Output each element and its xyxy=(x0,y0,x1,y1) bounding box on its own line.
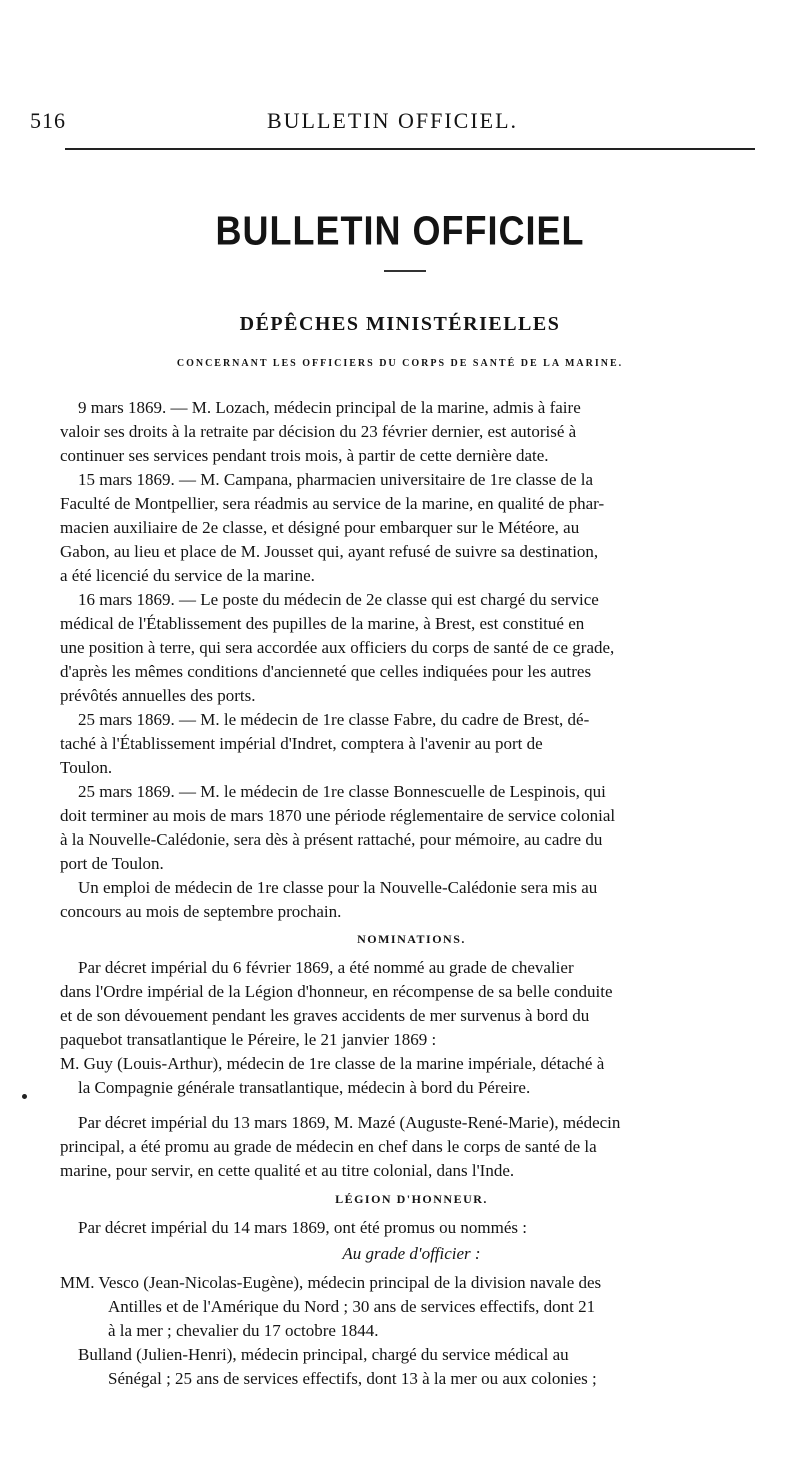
text-line: et de son dévouement pendant les graves accidents de mer survenus à bord du xyxy=(60,1006,590,1025)
text-line: à la Nouvelle-Calédonie, sera dès à présent rattaché, pour mémoire, au cadre du xyxy=(60,830,603,849)
text-line: médical de l'Établissement des pupilles de la marine, à Brest, est constitué en xyxy=(60,614,585,633)
text-line: la Compagnie générale transatlantique, médecin à bord du Péreire. xyxy=(78,1078,531,1097)
title-divider xyxy=(384,270,426,272)
running-header xyxy=(30,108,755,138)
text-line: prévôtés annuelles des ports. xyxy=(60,686,256,705)
text-line: 15 mars 1869. — M. Campana, pharmacien universitaire de 1re classe de la xyxy=(78,470,594,489)
text-line: macien auxiliaire de 2e classe, et désigné pour embarquer sur le Météore, au xyxy=(60,518,580,537)
text-line: marine, pour servir, en cette qualité et au titre colonial, dans l'Inde. xyxy=(60,1161,515,1180)
text-line: principal, a été promu au grade de médecin en chef dans le corps de santé de la xyxy=(60,1137,597,1156)
header-rule xyxy=(65,148,755,150)
running-title: BULLETIN OFFICIEL. xyxy=(266,108,519,133)
text-line: 25 mars 1869. — M. le médecin de 1re classe Fabre, du cadre de Brest, dé- xyxy=(78,710,590,729)
speck-mark xyxy=(22,1094,27,1099)
text-line: port de Toulon. xyxy=(60,854,164,873)
text-line: Par décret impérial du 14 mars 1869, ont été promus ou nommés : xyxy=(78,1218,527,1237)
text-line: valoir ses droits à la retraite par décision du 23 février dernier, est autorisé à xyxy=(60,422,577,441)
text-line: 16 mars 1869. — Le poste du médecin de 2e classe qui est chargé du service xyxy=(78,590,599,609)
text-line: continuer ses services pendant trois mois, à partir de cette dernière date. xyxy=(60,446,549,465)
text-line: MM. Vesco (Jean-Nicolas-Eugène), médecin principal de la division navale des xyxy=(60,1273,602,1292)
text-line: à la mer ; chevalier du 17 octobre 1844. xyxy=(108,1321,379,1340)
section-title: DÉPÊCHES MINISTÉRIELLES xyxy=(239,313,561,335)
text-line: Faculté de Montpellier, sera réadmis au service de la marine, en qualité de phar- xyxy=(60,494,605,513)
text-line: Sénégal ; 25 ans de services effectifs, dont 13 à la mer ou aux colonies ; xyxy=(108,1369,597,1388)
text-line: 9 mars 1869. — M. Lozach, médecin principal de la marine, admis à faire xyxy=(78,398,581,417)
text-line: a été licencié du service de la marine. xyxy=(60,566,315,585)
text-line: Un emploi de médecin de 1re classe pour la Nouvelle-Calédonie sera mis au xyxy=(78,878,598,897)
text-line: taché à l'Établissement impérial d'Indret, comptera à l'avenir au port de xyxy=(60,734,543,753)
text-line: Par décret impérial du 13 mars 1869, M. Mazé (Auguste-René-Marie), médecin xyxy=(78,1113,621,1132)
bulletin-title: BULLETIN OFFICIEL xyxy=(215,207,585,254)
section-subtitle: CONCERNANT LES OFFICIERS DU CORPS DE SANTÉ DE LA MARINE. xyxy=(176,358,624,369)
legion-heading: LÉGION D'HONNEUR. xyxy=(335,1192,488,1206)
text-line: Toulon. xyxy=(60,758,113,777)
nominations-heading: NOMINATIONS. xyxy=(357,932,466,946)
text-line: M. Guy (Louis-Arthur), médecin de 1re classe de la marine impériale, détaché à xyxy=(60,1054,605,1073)
text-line: dans l'Ordre impérial de la Légion d'honneur, en récompense de sa belle conduite xyxy=(60,982,613,1001)
text-line: concours au mois de septembre prochain. xyxy=(60,902,342,921)
text-line: une position à terre, qui sera accordée aux officiers du corps de santé de ce grade, xyxy=(60,638,615,657)
text-line: d'après les mêmes conditions d'ancienneté que celles indiquées pour les autres xyxy=(60,662,592,681)
text-line: paquebot transatlantique le Péreire, le 21 janvier 1869 : xyxy=(60,1030,437,1049)
grade-heading: Au grade d'officier : xyxy=(342,1244,481,1263)
text-line: Bulland (Julien-Henri), médecin principal, chargé du service médical au xyxy=(78,1345,569,1364)
text-line: 25 mars 1869. — M. le médecin de 1re classe Bonnescuelle de Lespinois, qui xyxy=(78,782,606,801)
text-line: Antilles et de l'Amérique du Nord ; 30 ans de services effectifs, dont 21 xyxy=(108,1297,596,1316)
text-line: Par décret impérial du 6 février 1869, a été nommé au grade de chevalier xyxy=(78,958,574,977)
text-line: doit terminer au mois de mars 1870 une période réglementaire de service colonial xyxy=(60,806,616,825)
page-number: 516 xyxy=(30,108,66,133)
text-line: Gabon, au lieu et place de M. Jousset qui, ayant refusé de suivre sa destination, xyxy=(60,542,599,561)
